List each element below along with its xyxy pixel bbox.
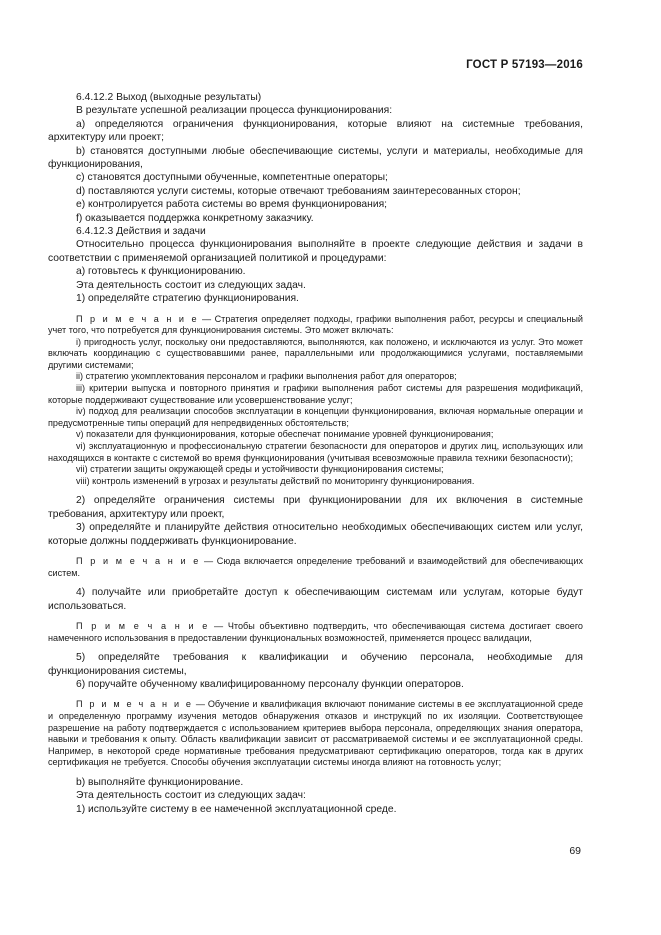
note-label: П р и м е ч а н и е	[76, 699, 193, 710]
section-heading: 6.4.12.3 Действия и задачи	[76, 226, 206, 238]
note-list-item: vii) стратегии защиты окружающей среды и устойчивости функционирования системы;	[76, 464, 444, 475]
list-item: d) поставляются услуги системы, которые отвечают требованиям заинтересованных сторон;	[76, 185, 521, 197]
note-list-item: viii) контроль изменений в угрозах и результаты действий по мониторингу функционирования.	[76, 475, 475, 486]
note-list-item: iv) подход для реализации способов эксплуатации в концепции функционирования, включая нормальные операции и предусмотренные типы операций для непредвиденных обстоятельств;	[48, 406, 583, 428]
note-text: — Обучение и квалификация включают понимание системы в ее эксплуатационной среде и определенную программу изучения методов обнаружения отказов и инструкций по их изоляции. Соответствующее разрешение на работу подтверждается с использованием критериев выбора персонала, определяющих знания оператора, навыки и требования к опыту. Область квалификации зависит от рассматриваемой системы и ее эксплуатационной среды. Например, в некоторой среде нормативные требования предусматривают сертификацию операторов, тогда как в других сертификация не требуется. Способы обучения эксплуатации системы иногда влияют на готовность услуг;	[48, 699, 583, 768]
list-item: 1) используйте систему в ее намеченной эксплуатационной среде.	[76, 803, 397, 815]
list-item: f) оказывается поддержка конкретному заказчику.	[76, 212, 314, 224]
document-header: ГОСТ Р 57193—2016	[466, 59, 583, 71]
list-item: 2) определяйте ограничения системы при функционировании для их включения в системные требования, архитектуру или проект,	[48, 495, 583, 520]
paragraph: В результате успешной реализации процесса функционирования:	[76, 105, 393, 117]
note-paragraph	[48, 314, 583, 337]
paragraph: Эта деятельность состоит из следующих задач.	[76, 279, 306, 291]
list-item: e) контролируется работа системы во время функционирования;	[76, 199, 388, 211]
note-paragraph	[48, 556, 583, 579]
note-list-item: v) показатели для функционирования, которые обеспечат понимание уровней функционирования;	[76, 429, 494, 440]
list-item: a) определяются ограничения функционирования, которые влияют на системные требования, архитектуру или проект;	[48, 118, 583, 144]
paragraph: Относительно процесса функционирования выполняйте в проекте следующие действия и задачи в соответствии с применяемой организацией политикой и процедурами:	[48, 239, 583, 264]
note-text: — Сюда включается определение требований и взаимодействий для обеспечивающих систем.	[48, 556, 583, 578]
note-text: — Стратегия определяет подходы, графики выполнения работ, ресурсы и специальный учет того, что потребуется для функционирования системы. Это может включать:	[48, 313, 583, 336]
note-label: П р и м е ч а н и е	[76, 313, 199, 324]
note-list-item: i) пригодность услуг, поскольку они предоставляются, выполняются, как положено, и исключаются из услуг. Это может включать координацию с существовавшими ранее, параллельными или продолжающимися услугами, поставляемыми другими системами;	[48, 336, 583, 370]
list-item: c) становятся доступными обученные, компетентные операторы;	[76, 172, 388, 184]
list-item: 5) определяйте требования к квалификации и обучению персонала, необходимые для функционирования системы,	[48, 652, 583, 677]
list-item: a) готовьтесь к функционированию.	[76, 266, 246, 278]
note-label: П р и м е ч а н и е	[76, 556, 201, 567]
note-list-item: ii) стратегию укомплектования персоналом и графики выполнения работ для операторов;	[76, 371, 457, 382]
page-number: 69	[569, 845, 581, 857]
note-text: — Чтобы объективно подтвердить, что обеспечивающая система достигает своего намеченного использования в предоставлении функциональных возможностей, применяется процесс валидации,	[48, 621, 583, 643]
note-label: П р и м е ч а н и е	[76, 621, 210, 632]
section-heading: 6.4.12.2 Выход (выходные результаты)	[76, 92, 262, 103]
list-item: 1) определяйте стратегию функционирования.	[76, 293, 299, 305]
paragraph: Эта деятельность состоит из следующих задач:	[76, 790, 306, 802]
list-item: b) выполняйте функционирование.	[76, 777, 244, 788]
note-list-item: vi) эксплуатационную и профессиональную стратегии безопасности для операторов и других лиц, использующих или находящихся в контакте с системой во время функционирования (учитывая всевозможные правила техники безопасности);	[48, 441, 583, 463]
note-list-item: iii) критерии выпуска и повторного принятия и графики выполнения работ системы для разрешения модификаций, которые поддерживают существование или усовершенствование услуг;	[48, 383, 583, 405]
note-paragraph	[48, 621, 583, 644]
list-item: b) становятся доступными любые обеспечивающие системы, услуги и материалы, необходимые для функционирования,	[48, 145, 583, 171]
list-item: 6) поручайте обученному квалифицированному персоналу функции операторов.	[76, 679, 464, 691]
list-item: 3) определяйте и планируйте действия относительно необходимых обеспечивающих систем или услуг, которые должны поддерживать функционирование.	[48, 522, 583, 547]
note-paragraph	[48, 699, 583, 769]
list-item: 4) получайте или приобретайте доступ к обеспечивающим системам или услугам, которые будут использоваться.	[48, 587, 583, 612]
page-content	[48, 91, 583, 816]
